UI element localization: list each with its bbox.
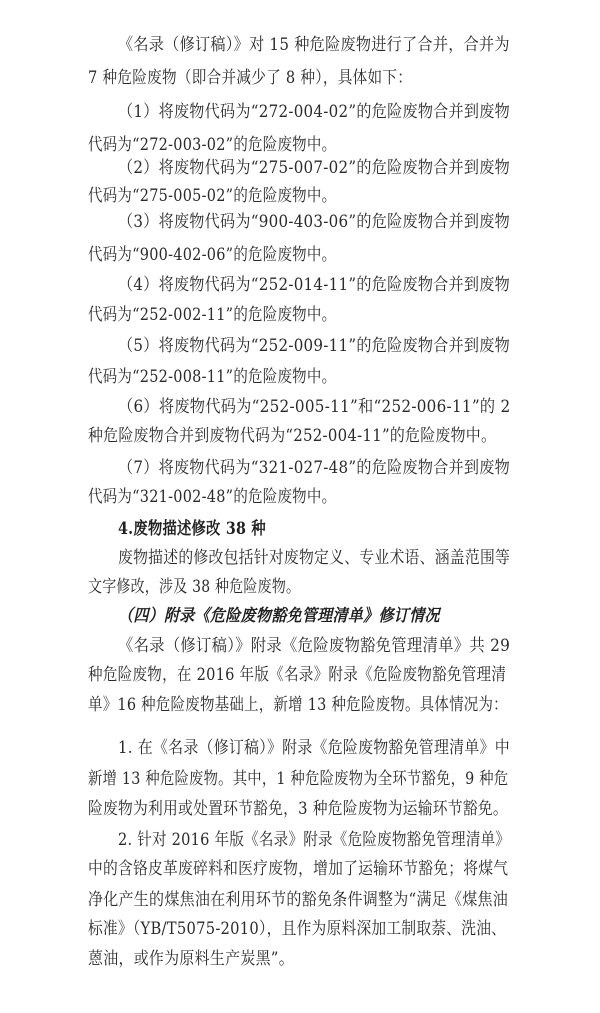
text-line: 废物描述的修改包括针对废物定义、专业术语、涵盖范围等 (118, 547, 511, 567)
text-line: 中的含铬皮革废碎料和医疗废物，增加了运输环节豁免；将煤气 (88, 858, 509, 878)
text-line: 代码为“321-002-48”的危险废物中。 (88, 486, 337, 506)
text-line: （四）附录《危险废物豁免管理清单》修订情况 (118, 605, 440, 625)
text-line: 种危险废物，在 2016 年版《名录》附录《危险废物豁免管理清 (88, 664, 507, 684)
text-line: 代码为“275-005-02”的危险废物中。 (88, 185, 337, 205)
text-line: 净化产生的煤焦油在利用环节的豁免条件调整为“满足《煤焦油 (88, 889, 509, 909)
text-line: （4）将废物代码为“252-014-11”的危险废物合并到废物 (118, 274, 510, 294)
text-line: 代码为“252-008-11”的危险废物中。 (88, 366, 337, 386)
text-line: 种危险废物合并到废物代码为“252-004-11”的危险废物中。 (88, 425, 497, 445)
text-line: （3）将废物代码为“900-403-06”的危险废物合并到废物 (118, 211, 510, 231)
text-line: （6）将废物代码为“252-005-11”和“252-006-11”的 2 (118, 396, 511, 416)
text-line: 新增 13 种危险废物。其中，1 种危险废物为全环节豁免，9 种危 (88, 768, 509, 788)
text-line: 1. 在《名录（修订稿）》附录《危险废物豁免管理清单》中 (118, 737, 510, 757)
text-line: 单》16 种危险废物基础上，新增 13 种危险废物。具体情况为： (88, 694, 508, 714)
text-line: （5）将废物代码为“252-009-11”的危险废物合并到废物 (118, 335, 510, 355)
text-line: 蒽油，或作为原料生产炭黑”。 (88, 948, 294, 968)
text-line: （1）将废物代码为“272-004-02”的危险废物合并到废物 (118, 101, 510, 121)
text-line: 4.废物描述修改 38 种 (118, 518, 266, 538)
text-line: 《名录（修订稿）》对 15 种危险废物进行了合并，合并为 (118, 34, 510, 54)
text-line: 代码为“900-402-06”的危险废物中。 (88, 244, 337, 264)
text-line: 《名录（修订稿）》附录《危险废物豁免管理清单》共 29 (118, 635, 511, 655)
text-line: 代码为“272-003-02”的危险废物中。 (88, 134, 337, 154)
text-line: 2. 针对 2016 年版《名录》附录《危险废物豁免管理清单》 (118, 829, 511, 849)
text-line: （7）将废物代码为“321-027-48”的危险废物合并到废物 (118, 457, 510, 477)
text-line: 7 种危险废物（即合并减少了 8 种），具体如下： (88, 67, 413, 87)
text-line: （2）将废物代码为“275-007-02”的危险废物合并到废物 (118, 157, 510, 177)
text-line: 文字修改，涉及 38 种危险废物。 (88, 576, 301, 596)
text-line: 险废物为利用或处置环节豁免，3 种危险废物为运输环节豁免。 (88, 798, 508, 818)
text-line: 标准》（YB/T5075-2010），且作为原料深加工制取萘、洗油、 (88, 918, 507, 938)
text-line: 代码为“252-002-11”的危险废物中。 (88, 304, 337, 324)
